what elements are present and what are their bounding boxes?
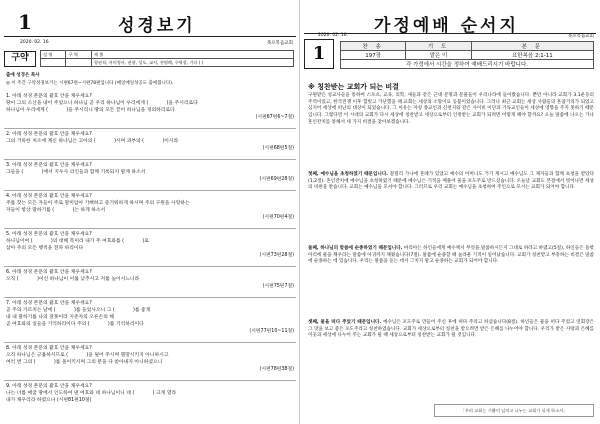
question-ref: (시편77편10~11절) <box>249 329 294 334</box>
right-date: 2020. 02. 16. <box>318 33 349 38</box>
instruction: 출애 성경은 특사 <box>6 73 40 78</box>
question-3 <box>6 162 294 183</box>
paragraph-text: 마리아는 하인들에게 예수께서 무엇을 말씀하시든지 그대로 하라고 하였고(5절), 하인들은 돌항아리에 물을 채우라는 말씀에 아귀까지 채웠습니다(7절). 말씀에 순종할 때 놀라운 기적이 일어났습니다. 교회가 칭찬받고 부흥하는 비결은 말씀에 순종하는 데 있습니다. 우리는 말씀을 듣는 데서 그치지 말고 순종하는 교회가 되어야 합니다. <box>308 246 594 265</box>
order-text: 요한복음 2:1-11 <box>471 51 593 60</box>
left-church: 목포복음교회 <box>266 41 293 46</box>
question-ref: (시편68편5절) <box>262 146 294 151</box>
question-label: 8. 아래 성경 본문의 괄호 안을 채우세요? <box>6 346 92 351</box>
question-ref: (시편70편4절) <box>262 215 294 220</box>
divider <box>4 159 296 160</box>
question-ref: (시편73편28절) <box>259 253 294 258</box>
question-label: 5. 아래 성경 본문의 괄호 안을 채우세요? <box>6 232 92 237</box>
question-text: 오직 ( )이신 하나님이 이를 낮추시고 저를 높이시느니라 <box>6 277 140 282</box>
header-district: 구 역 <box>66 51 91 59</box>
left-date: 2020. 02. 16 <box>20 40 49 45</box>
divider <box>4 297 296 298</box>
sermon-paragraph-2 <box>308 246 594 266</box>
divider <box>4 342 296 343</box>
paragraph-lead: 셋째, 물을 떠다 주었기 때문입니다. <box>308 320 382 325</box>
paragraph-text: 갈릴리 가나에 혼례가 있었고 예수의 어머니도 거기 계시고 예수님도 그 제자들과 함께 초청을 받았다(1,2절). 혼인잔치에 예수님을 초청하였기 때문에 예수님은 기적을 베풀어 물을 포도주로 만드셨습니다. 오늘날 교회도 본질에서 벗어나면 세상의 비판을 받습니다. 교회는 예수님을 모셔야 합니다. 그러므로 우리 교회는 예수님을 초청하여 주인으로 모시는 교회가 되어야 합니다. <box>308 172 595 191</box>
question-1 <box>6 93 294 121</box>
divider <box>4 380 296 381</box>
question-ref: (시편78편38절) <box>259 367 294 372</box>
header-submit: 제 출 <box>91 51 293 59</box>
question-text: 땅이 그의 소산을 내어 주었으니 하나님 곧 우리 하나님이 우리에게 ( )을 주시리로다 하나님이 우리에게 ( )을 주시리니 땅의 모든 끝이 하나님을 경외하리로다 <box>6 101 198 113</box>
question-text: 나는 너를 애굽 땅에서 인도하여 낸 여호와 네 하나님이니 네 ( ) 크게 열라 내가 채우리라 하였으나 (시편81편10절) <box>6 391 177 403</box>
question-7 <box>6 300 294 335</box>
order-header-prayer: 기 도 <box>406 42 471 51</box>
order-hymn: 197장 <box>341 51 406 60</box>
title-underline <box>4 36 296 37</box>
question-text: 주를 찾는 모든 자들이 주로 말미암아 기뻐하고 즐거워하게 하시며 주의 구원을 사랑하는 자들이 항상 말하기를 ( )는 하게 하소서 <box>6 201 190 213</box>
question-text: 곧 주의 가르치는 날에 ( )를 들었사오니 그 ( )를 좋게 내 내 말하기를 나의 잘못이라 지존자의 오른손의 해 곧 여호와의 일들을 기억하리이다 주의 ( )를 기억하리이다 <box>6 308 151 327</box>
question-label: 4. 아래 성경 본문의 괄호 안을 채우세요? <box>6 194 92 199</box>
question-ref: (시편67편6~7절) <box>255 115 294 120</box>
closing-quote: 「우리 교회는 기쁨이 넘치고 나누는 교회가 되게 하소서」 <box>434 404 594 417</box>
order-header-text: 본 문 <box>471 42 593 51</box>
divider <box>4 190 296 191</box>
role-note: 형권직, 서미정사, 권향, 성도, 교사, 천명례, 구역장, 기타 ( ) <box>91 59 293 67</box>
question-label: 7. 아래 성경 본문의 괄호 안을 채우세요? <box>6 301 92 306</box>
right-page-title: 가정예배 순서지 <box>374 16 519 36</box>
divider <box>4 128 296 129</box>
question-text: 그들을 ( )에서 지우사 의인들과 함께 기록되지 말게 하소서 <box>6 170 146 175</box>
question-5 <box>6 231 294 259</box>
paragraph-lead: 첫째, 예수님을 초청하였기 때문입니다. <box>308 172 389 177</box>
right-page <box>300 0 600 424</box>
right-page-number: 1 <box>304 39 334 69</box>
submitter-table <box>40 50 294 67</box>
sermon-paragraph-intro <box>308 93 594 127</box>
sermon-title: ※ 칭찬받는 교회가 되는 비결 <box>308 83 399 91</box>
section-label: 구약 <box>4 51 36 67</box>
sermon-paragraph-1 <box>308 172 594 192</box>
question-label: 9. 아래 성경 본문의 괄호 안을 채우세요? <box>6 384 92 389</box>
order-prayer: 맡은 이 <box>406 51 471 60</box>
divider <box>4 266 296 267</box>
question-label: 1. 아래 성경 본문의 괄호 안을 채우세요? <box>6 94 92 99</box>
name-field[interactable] <box>41 59 66 67</box>
header-name: 성 명 <box>41 51 66 59</box>
order-header-hymn: 찬 송 <box>341 42 406 51</box>
question-label: 6. 아래 성경 본문의 괄호 안을 채우세요? <box>6 270 92 275</box>
left-page-number: 1 <box>18 10 32 34</box>
worship-order-table <box>340 41 594 69</box>
question-label: 2. 아래 성경 본문의 괄호 안을 채우세요? <box>6 132 92 137</box>
district-field[interactable] <box>66 59 91 67</box>
question-9 <box>6 383 294 404</box>
question-text: 그의 거룩한 처소에 계신 하나님은 고아의 ( )시며 과부의 ( )이시라 <box>6 139 179 144</box>
paragraph-lead: 둘째, 하나님의 말씀에 순종하였기 때문입니다. <box>308 246 403 251</box>
question-8 <box>6 345 294 373</box>
question-4 <box>6 193 294 221</box>
question-text: 하나님이여 ( )의 대해 복이라 내가 주 여호와를 ( )로 삼아 주의 모든 행적을 전파 하리이다 <box>6 239 149 251</box>
question-ref: (시편69편28절) <box>259 177 294 182</box>
question-ref: (시편75편7절) <box>262 284 294 289</box>
question-label: 3. 아래 성경 본문의 괄호 안을 채우세요? <box>6 163 92 168</box>
paragraph-text: 예수님은 포도주로 만들어 주신 후에 떠다 주라고 하셨습니다(8절). 하인들은 물을 떠다 주었고 연회장은 그 맛을 보고 좋은 포도주라고 칭찬하였습니다. 교회가 세상으로부터 칭찬을 받으려면 받은 은혜를 나누어야 합니다. 우리가 받은 사랑과 은혜를 이웃과 세상에 나누어 주는 교회가 될 때 세상으로부터 칭찬받는 교회가 될 것입니다. <box>308 320 594 339</box>
question-2 <box>6 131 294 152</box>
question-6 <box>6 269 294 290</box>
paragraph-text: 구원받은 성교사들을 통하여 스포츠, 교육, 의학, 새들과 같은 근대 문명과 문물들이 우리나라에 들어왔습니다. 뿐만 아니라 교회가 3.1운동의 주역이었고, 한국전쟁 이후 헐벗고 가난했을 때 교회는 세상의 소망이요 등불이었습니다. 그러나 최근 교회는 세상 사람들의 혼잡거리가 되었고 심지어 세상에 비난의 대상이 되었습니다. 그 이유는 자칭 종교인과 신천지와 같은 사이비 이단과 기독교인들이 세상에 영향을 주지 못하기 때문입니다. 그렇다면 이 시대의 교회가 다시 세상에 칭찬받고 세상으로부터 인정받는 교회가 되려면 어떻게 해야 할까요? 오늘 말씀에 나오는 가나 혼인잔치를 통해서 세 가지 비결을 찾아보겠습니다. <box>308 93 594 125</box>
order-note: 각 가정에서 시간을 정하여 예배드리시기 바랍니다. <box>341 60 594 69</box>
left-page-title: 성경보기 <box>118 16 196 36</box>
right-church: 목포복음교회 <box>567 34 594 39</box>
intro-text: ◎ 이 주간 구약성경보기는 시편67편~시편78편입니다 (매일매일성공도 출애봅니다). <box>6 81 174 86</box>
sermon-paragraph-3 <box>308 320 594 340</box>
question-text: 오직 하나님은 긍휼하시므로 ( )을 덮어 주시며 멸망시키지 아니하시고 여러 번 그의 ( )를 돌이키시며 그의 분을 다 쏟아내지 아니하셨으니 <box>6 353 169 365</box>
divider <box>4 228 296 229</box>
